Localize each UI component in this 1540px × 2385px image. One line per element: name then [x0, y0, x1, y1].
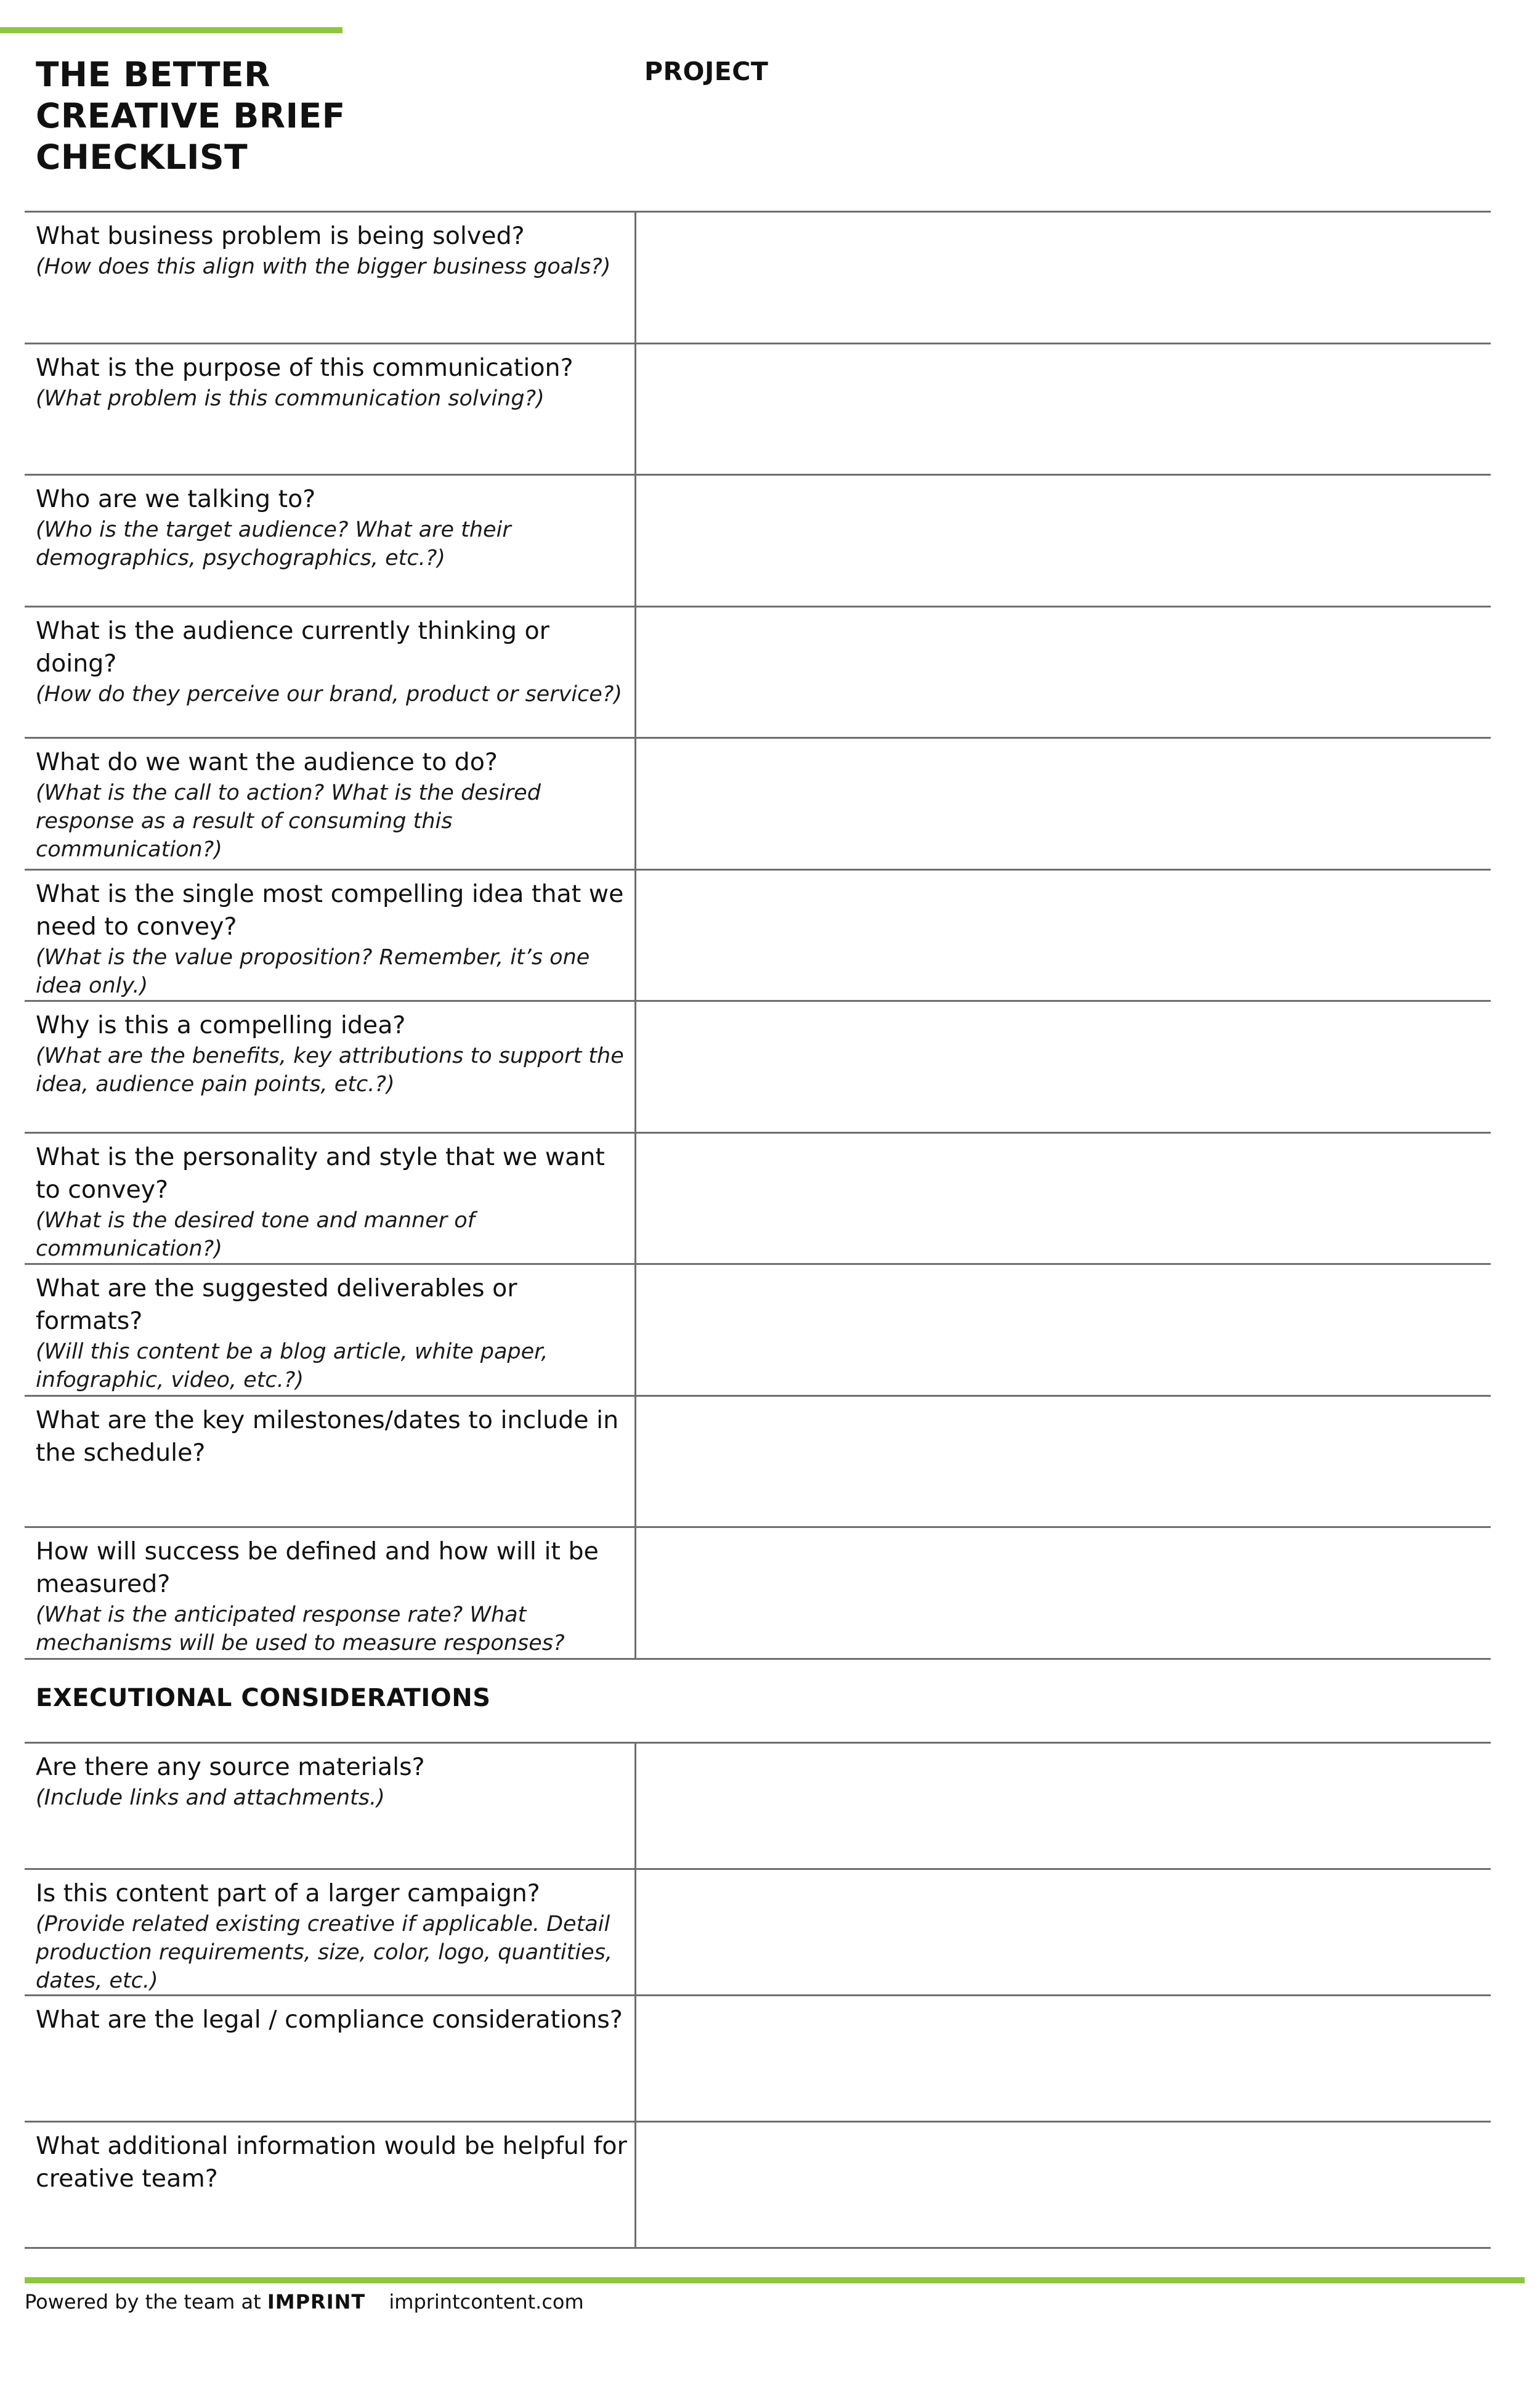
answer-field[interactable]	[636, 739, 1491, 869]
question-hint: (What problem is this communication solving?)	[36, 386, 545, 411]
question-text: What are the key milestones/dates to include in the schedule?	[36, 1406, 619, 1467]
checklist-row	[25, 474, 1491, 606]
footer-url[interactable]: imprintcontent.com	[389, 2290, 584, 2314]
checklist-row	[25, 737, 1491, 869]
checklist-row	[25, 1994, 1491, 2121]
question-hint: (What are the benefits, key attributions to support the idea, audience pain points, etc.?)	[36, 1044, 624, 1097]
question-hint: (What is the call to action? What is the desired response as a result of consuming this communication?)	[36, 781, 541, 862]
question-text: What is the purpose of this communication?	[36, 354, 573, 382]
answer-field[interactable]	[636, 2123, 1491, 2247]
answer-field[interactable]	[636, 1870, 1491, 1994]
footer-accent-bar	[25, 2277, 1525, 2283]
question-text: What additional information would be helpful for creative team?	[36, 2132, 627, 2193]
footer-brand: IMPRINT	[267, 2290, 366, 2314]
answer-field[interactable]	[636, 1265, 1491, 1395]
checklist-row	[25, 343, 1491, 474]
checklist-row	[25, 1395, 1491, 1526]
checklist-row	[25, 2121, 1491, 2247]
answer-field[interactable]	[636, 213, 1491, 343]
answer-field[interactable]	[636, 1002, 1491, 1132]
question-hint: (What is the value proposition? Remember, it’s one idea only.)	[36, 945, 590, 998]
answer-field[interactable]	[636, 607, 1491, 737]
question-text: What are the suggested deliverables or formats?	[36, 1274, 517, 1335]
answer-field[interactable]	[636, 871, 1491, 1000]
question-hint: (Include links and attachments.)	[36, 1786, 385, 1810]
question-text: How will success be defined and how will it be measured?	[36, 1537, 599, 1598]
question-hint: (What is the desired tone and manner of communication?)	[36, 1208, 476, 1261]
question-text: Why is this a compelling idea?	[36, 1011, 406, 1039]
question-hint: (What is the anticipated response rate? What mechanisms will be used to measure responses?	[36, 1603, 565, 1656]
answer-field[interactable]	[636, 1528, 1491, 1658]
project-label: PROJECT	[644, 57, 769, 86]
question-hint: (How do they perceive our brand, product or service?)	[36, 682, 623, 707]
question-hint: (How does this align with the bigger business goals?)	[36, 254, 611, 279]
question-hint: (Will this content be a blog article, white paper, infographic, video, etc.?)	[36, 1339, 548, 1392]
top-accent-bar	[0, 27, 342, 33]
answer-field[interactable]	[636, 1134, 1491, 1263]
question-text: What is the personality and style that we want to convey?	[36, 1143, 605, 1204]
checklist-row	[25, 1000, 1491, 1132]
question-text: Is this content part of a larger campaign?	[36, 1879, 540, 1908]
table-bottom-rule	[25, 1658, 1491, 1660]
question-text: What business problem is being solved?	[36, 222, 525, 250]
question-text: What is the audience currently thinking or doing?	[36, 617, 549, 678]
table-bottom-rule	[25, 2247, 1491, 2249]
question-text: What do we want the audience to do?	[36, 748, 498, 776]
checklist-row	[25, 606, 1491, 737]
checklist-row	[25, 211, 1491, 343]
checklist-row	[25, 1263, 1491, 1395]
page-title: THE BETTER CREATIVE BRIEF CHECKLIST	[36, 55, 346, 177]
answer-field[interactable]	[636, 476, 1491, 606]
question-text: What is the single most compelling idea that we need to convey?	[36, 880, 624, 941]
question-text: Who are we talking to?	[36, 485, 316, 513]
question-text: Are there any source materials?	[36, 1753, 425, 1781]
checklist-row	[25, 1868, 1491, 1994]
checklist-row	[25, 1132, 1491, 1263]
answer-field[interactable]	[636, 1744, 1491, 1868]
footer-powered-by: Powered by the team at	[25, 2290, 261, 2314]
checklist-row	[25, 1742, 1491, 1868]
answer-field[interactable]	[636, 1996, 1491, 2121]
answer-field[interactable]	[636, 1397, 1491, 1526]
answer-field[interactable]	[636, 344, 1491, 474]
question-hint: (Provide related existing creative if applicable. Detail production requirements, size, color, logo, quantities, dates, etc.)	[36, 1912, 612, 1993]
checklist-row	[25, 869, 1491, 1000]
checklist-row	[25, 1526, 1491, 1658]
question-text: What are the legal / compliance considerations?	[36, 2005, 623, 2034]
footer	[25, 2288, 584, 2315]
section-heading: EXECUTIONAL CONSIDERATIONS	[36, 1684, 491, 1712]
question-hint: (Who is the target audience? What are their demographics, psychographics, etc.?)	[36, 518, 511, 571]
